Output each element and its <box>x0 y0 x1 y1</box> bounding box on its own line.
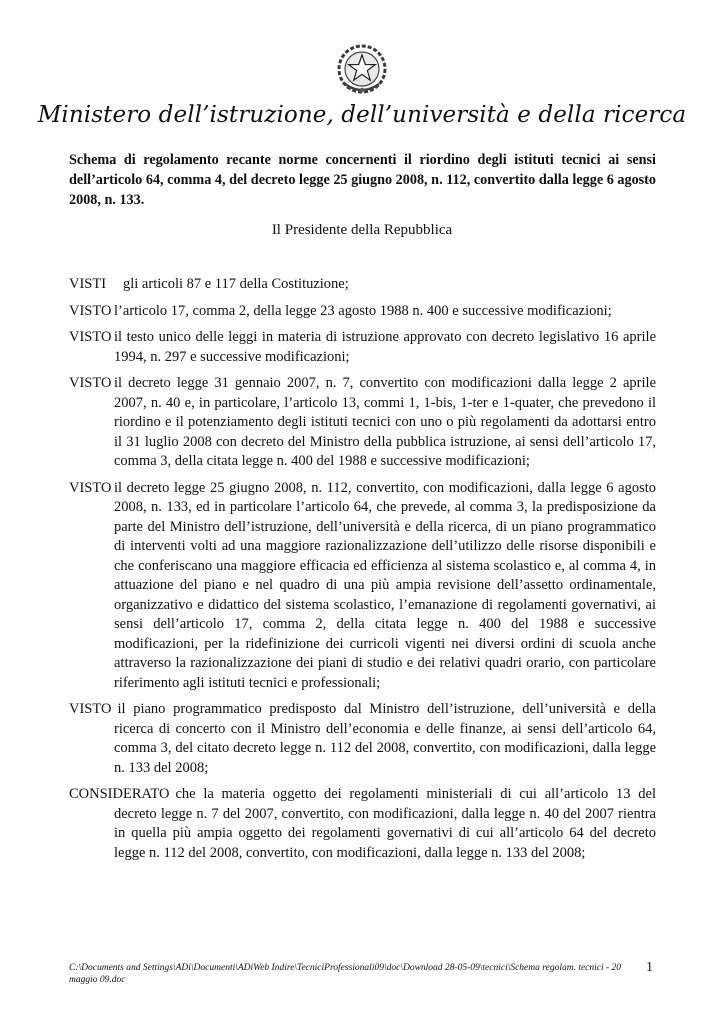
recital-label: VISTI <box>69 276 107 292</box>
recital-item <box>69 700 656 778</box>
recital-label: CONSIDERATO <box>69 786 170 802</box>
footer-file-path: C:\Documents and Settings\ADi\Documenti\ADiWeb Indire\TecniciProfessionali09\doc\Download 28-05-09\tecnici\Schema regolam. tecnici - 20 maggio 09.doc <box>69 963 622 985</box>
recital-text: che la materia oggetto dei regolamenti ministeriali di cui all’articolo 13 del decreto legge n. 7 del 2007, convertito, con modificazioni, dalla legge n. 40 del 2007 rientra in quella più ampia oggetto dei regolamenti governativi di cui all’articolo 64 del decreto legge n. 112 del 2008, convertito, con modificazioni, dalla legge n. 133 del 2008; <box>114 786 656 861</box>
recital-text: l’articolo 17, comma 2, della legge 23 agosto 1988 n. 400 e successive modificazioni; <box>114 302 612 319</box>
recital-label: VISTO <box>69 329 112 345</box>
ministry-title: Ministero dell’istruzione, dell’università e della ricerca <box>37 102 687 128</box>
italian-republic-emblem-icon <box>335 42 389 96</box>
recital-item <box>69 479 656 694</box>
recital-label: VISTO <box>69 302 112 319</box>
recital-label: VISTO <box>69 375 112 391</box>
recital-text: il piano programmatico predisposto dal Ministro dell’istruzione, dell’università e della ricerca di concerto con il Ministro dell’economia e delle finanze, ai sensi dell’articolo 64, comma 3, del citato decreto legge n. 112 del 2008, convertito, con modificazioni, dalla legge n. 133 del 2008; <box>114 701 656 776</box>
recital-label: VISTO <box>69 479 112 496</box>
president-heading: Il Presidente della Repubblica <box>271 222 453 238</box>
recital-item <box>69 785 656 863</box>
recital-item <box>69 374 656 472</box>
recital-text: il decreto legge 25 giugno 2008, n. 112, convertito, con modificazioni, dalla legge 6 agosto 2008, n. 133, ed in particolare l’articolo 64, che prevede, al comma 3, la predisposizione da parte del Ministro dell’istruzione, dell’università e della ricerca, di un piano programmatico di interventi volti ad una maggiore razionalizzazione dell’utilizzo delle risorse disponibili e che conferiscano una maggiore efficacia ed efficienza al sistema scolastico e, al comma 4, in attuazione del piano e nel quadro di una più ampia revisione dell’assetto ordinamentale, organizzativo e didattico del sistema scolastico, l’emanazione di regolamenti governativi, ai sensi dell’articolo 17, comma 2, della citata legge n. 400 del 1988 e successive modificazioni, per la ridefinizione dei curricoli vigenti nei diversi ordini di scuola anche attraverso la razionalizzazione dei piani di studio e dei relativi quadri orario, con particolare riferimento agli istituti tecnici e professionali; <box>114 479 656 691</box>
schema-title: Schema di regolamento recante norme concernenti il riordino degli istituti tecnici ai sensi dell’articolo 64, comma 4, del decreto legge 25 giugno 2008, n. 112, convertito dalla legge 6 agosto 2008, n. 133. <box>69 152 656 208</box>
recital-item <box>69 302 656 322</box>
recitals-list <box>69 275 656 870</box>
recital-label: VISTO <box>69 701 112 717</box>
recital-text: il testo unico delle leggi in materia di istruzione approvato con decreto legislativo 16 aprile 1994, n. 297 e successive modificazioni; <box>114 329 656 365</box>
recital-text: gli articoli 87 e 117 della Costituzione; <box>123 276 349 292</box>
recital-text: il decreto legge 31 gennaio 2007, n. 7, convertito con modificazioni dalla legge 2 aprile 2007, n. 40 e, in particolare, l’articolo 13, commi 1, 1-bis, 1-ter e 1-quater, che prevedono il riordino e il potenziamento degli istituti tecnici con uno o più regolamenti da adottarsi entro il 31 luglio 2008 con decreto del Ministro della pubblica istruzione, ai sensi dell’articolo 17, comma 3, della citata legge n. 400 del 1988 e successive modificazioni; <box>114 375 656 469</box>
recital-item <box>69 328 656 367</box>
page-number: 1 <box>646 960 653 975</box>
recital-item <box>69 275 656 295</box>
